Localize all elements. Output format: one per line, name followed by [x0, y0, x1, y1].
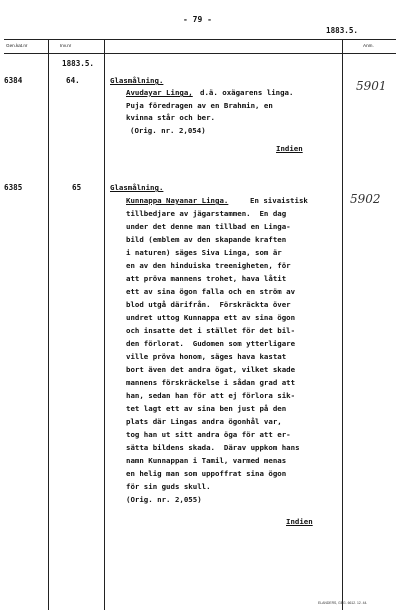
column-header-gen-kat-nr: Gen.kat.nr: [6, 43, 28, 48]
entry-line: blod utgå därifrån. Förskräckta över: [126, 300, 291, 309]
printer-imprint: ELANDERS, GBG. 6612. 12. 44.: [318, 601, 368, 605]
entry-gen-kat-nr: 6384: [4, 76, 23, 85]
entry-line: och insatte det i stället för det bil-: [126, 326, 296, 335]
column-rule-1: [48, 39, 49, 610]
header-top-rule: [4, 39, 396, 40]
entry-line: namn Kunnappan i Tamil, varmed menas: [126, 456, 287, 465]
entry-title: Avudayar Linga,: [126, 88, 193, 97]
entry-line: sätta bildens skada. Därav uppkom hans: [126, 443, 300, 452]
entry-line: under det denne man tillbad en Linga-: [126, 222, 291, 231]
entry-line: (Orig. nr. 2,054): [130, 126, 206, 135]
entry-line: i naturen) säges Siva Linga, som är: [126, 248, 282, 257]
column-header-inv-nr: Inv.nr: [60, 43, 72, 48]
entry-line: att pröva mannens trohet, hava låtit: [126, 274, 287, 283]
entry-line: d.ä. oxägarens linga.: [200, 88, 294, 97]
entry-year: 1883.5.: [62, 59, 95, 68]
entry-line: ville pröva honom, säges hava kastat: [126, 352, 287, 361]
handwritten-annotation: 5901: [356, 79, 387, 93]
entry-origin: Indien: [276, 144, 303, 153]
entry-line: en av den hinduiska treenigheten, för: [126, 261, 291, 270]
entry-line: den förlorat. Gudomen som ytterligare: [126, 339, 296, 348]
page-number: - 79 -: [183, 15, 212, 24]
entry-inv-nr: 64.: [66, 76, 80, 85]
entry-line: Puja föredragen av en Brahmin, en: [126, 101, 273, 110]
entry-line: en helig man som uppoffrat sina ögon: [126, 469, 287, 478]
year-stamp: 1883.5.: [326, 26, 359, 35]
entry-line: tet lagt ett av sina ben just på den: [126, 404, 287, 413]
entry-line: (Orig. nr. 2,055): [126, 495, 202, 504]
entry-line: bild (emblem av den skapande kraften: [126, 235, 287, 244]
column-rule-3: [342, 39, 343, 610]
handwritten-annotation: 5902: [350, 192, 381, 206]
entry-gen-kat-nr: 6385: [4, 183, 23, 192]
entry-inv-nr: 65: [72, 183, 82, 192]
header-bottom-rule: [4, 53, 396, 54]
entry-line: bort även det andra ögat, vilket skade: [126, 365, 296, 374]
entry-origin: Indien: [286, 517, 313, 526]
entry-line: En sivaistisk: [250, 196, 308, 205]
entry-line: mannens förskräckelse i sådan grad att: [126, 378, 296, 387]
entry-line: han, sedan han för att ej förlora sik-: [126, 391, 296, 400]
column-rule-2: [104, 39, 105, 610]
entry-heading: Glasmålning.: [110, 76, 164, 85]
entry-line: för sin guds skull.: [126, 482, 211, 491]
entry-line: tog han ut sitt andra öga för att er-: [126, 430, 291, 439]
entry-line: tillbedjare av jägarstammen. En dag: [126, 209, 287, 218]
entry-title: Kunnappa Nayanar Linga.: [126, 196, 229, 205]
entry-line: undret uttog Kunnappa ett av sina ögon: [126, 313, 296, 322]
column-header-anm: Anm.: [363, 43, 374, 48]
entry-line: kvinna står och ber.: [126, 113, 215, 122]
entry-line: plats där Lingas andra ögonhål var,: [126, 417, 282, 426]
entry-line: ett av sina ögon falla och en ström av: [126, 287, 296, 296]
entry-heading: Glasmålning.: [110, 183, 164, 192]
